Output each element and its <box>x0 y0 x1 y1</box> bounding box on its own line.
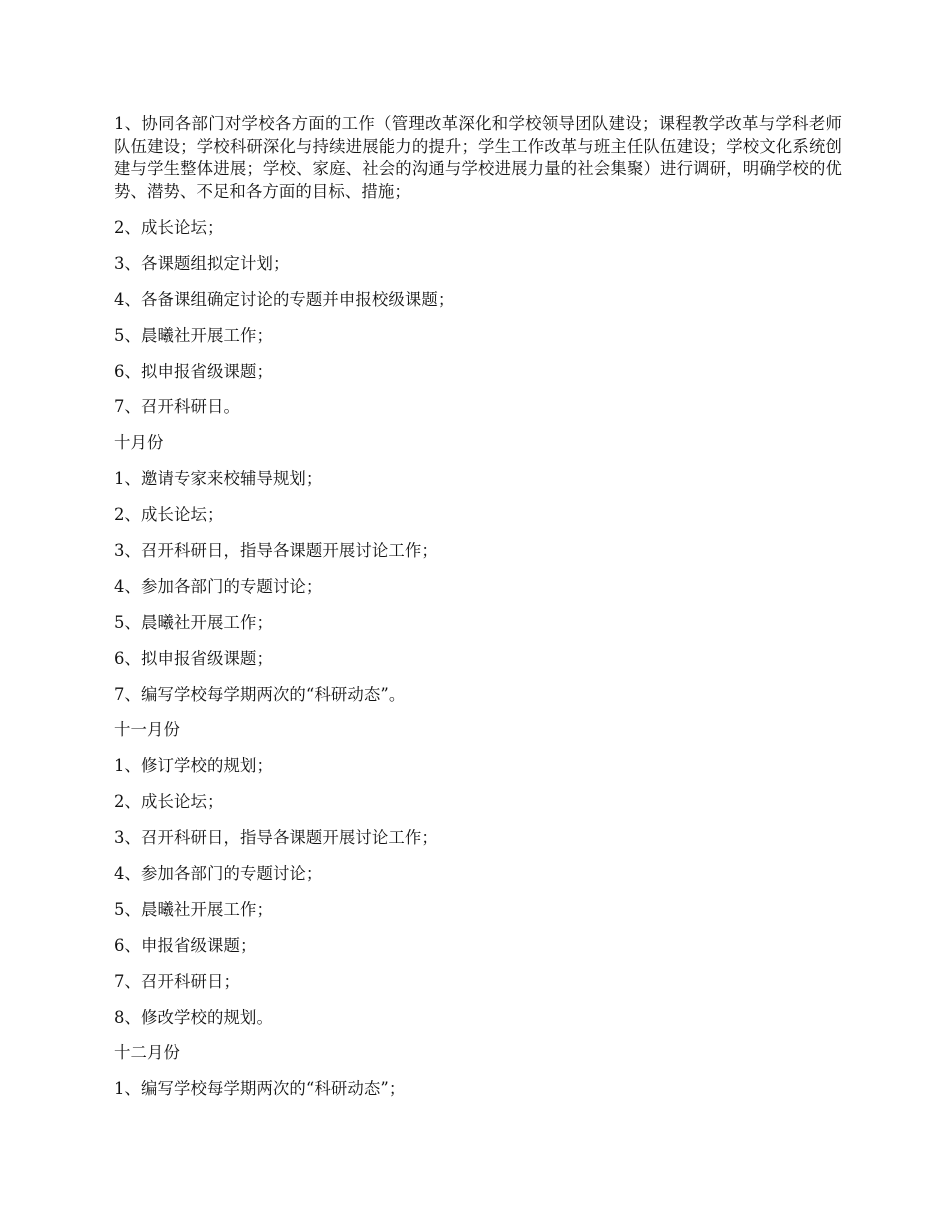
list-item: 2、成长论坛； <box>114 792 224 812</box>
list-item: 3、召开科研日，指导各课题开展讨论工作； <box>114 541 438 561</box>
list-item: 5、晨曦社开展工作； <box>114 899 273 919</box>
list-item: 1、编写学校每学期两次的“科研动态”； <box>114 1079 406 1099</box>
list-item: 1、修订学校的规划； <box>114 756 273 776</box>
section-heading-november: 十一月份 <box>114 720 180 740</box>
intro-paragraph: 1、协同各部门对学校各方面的工作（管理改革深化和学校领导团队建设；课程教学改革与学科老师队伍建设；学校科研深化与持续进展能力的提升；学生工作改革与班主任队伍建设；学校文化系统创建与学生整体进展；学校、家庭、社会的沟通与学校进展力量的社会集聚）进行调研，明确学校的优势、潜势、不足和各方面的目标、措施； <box>114 114 842 201</box>
list-item: 7、召开科研日。 <box>114 397 240 417</box>
list-item: 7、召开科研日； <box>114 971 240 991</box>
list-item: 6、申报省级课题； <box>114 935 257 955</box>
list-item: 2、成长论坛； <box>114 505 224 525</box>
list-item: 3、各课题组拟定计划； <box>114 253 290 273</box>
list-item: 5、晨曦社开展工作； <box>114 612 273 632</box>
list-item: 6、拟申报省级课题； <box>114 361 273 381</box>
list-item: 3、召开科研日，指导各课题开展讨论工作； <box>114 828 438 848</box>
list-item: 8、修改学校的规划。 <box>114 1007 273 1027</box>
document-page <box>114 113 842 1114</box>
list-item: 7、编写学校每学期两次的“科研动态”。 <box>114 684 406 704</box>
list-item: 4、各备课组确定讨论的专题并申报校级课题； <box>114 289 455 309</box>
list-item: 2、成长论坛； <box>114 218 224 237</box>
list-item: 6、拟申报省级课题； <box>114 648 273 668</box>
list-item: 5、晨曦社开展工作； <box>114 325 273 345</box>
list-item: 4、参加各部门的专题讨论； <box>114 576 323 596</box>
list-item: 1、邀请专家来校辅导规划； <box>114 469 323 489</box>
section-heading-december: 十二月份 <box>114 1043 180 1063</box>
section-heading-october: 十月份 <box>114 433 164 453</box>
list-item: 4、参加各部门的专题讨论； <box>114 864 323 884</box>
